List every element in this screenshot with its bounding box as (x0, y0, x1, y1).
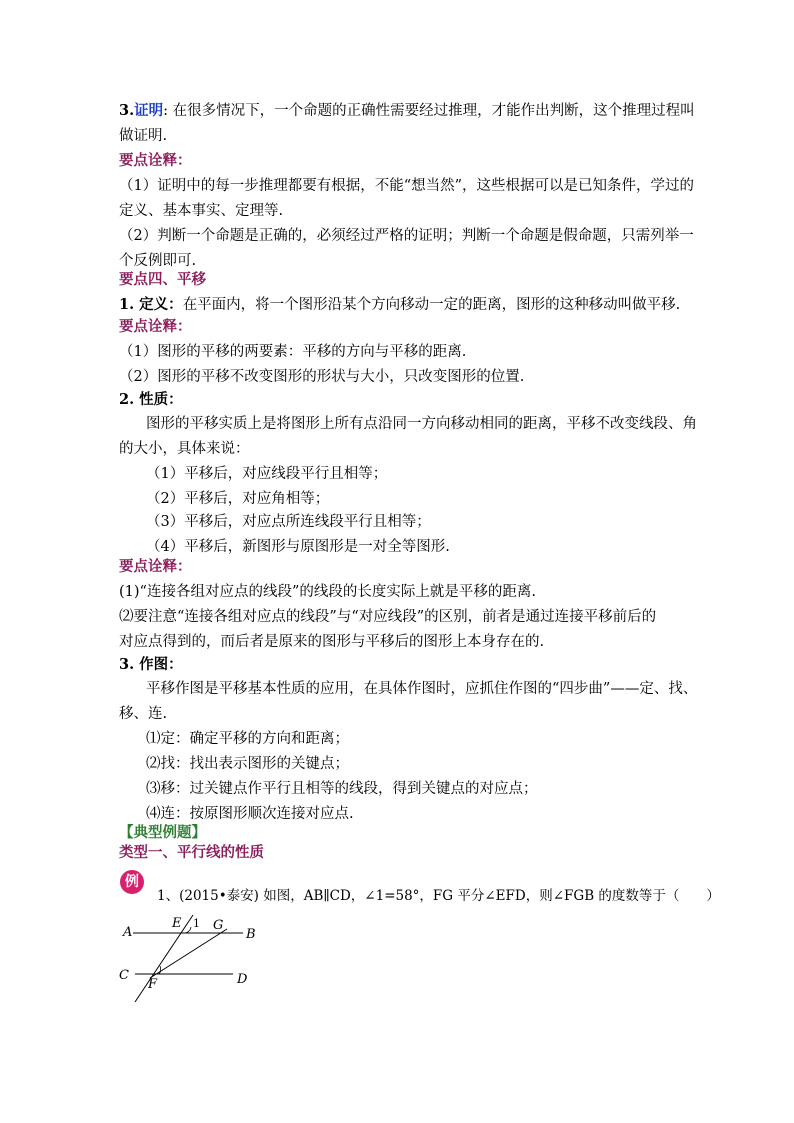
label-angle-1: 1 (193, 917, 200, 930)
label-a: A (123, 925, 133, 940)
proof-definition-line (119, 101, 695, 121)
label-e: E (172, 916, 182, 931)
definition-label: 1. 定义： (119, 296, 183, 313)
bisector-fg (150, 929, 227, 978)
key-note-heading: 要点诠释： (119, 318, 192, 335)
text-line: 对应点得到的，而后者是原来的图形与平移后的图形上本身存在的. (119, 634, 545, 650)
parallel-lines-figure (115, 910, 265, 1010)
angle-arc-f (159, 966, 161, 974)
translation-definition-line (119, 295, 680, 315)
text-line: 定义、基本事实、定理等. (119, 203, 284, 219)
transversal-ef (135, 915, 193, 1002)
label-d: D (237, 972, 248, 987)
text-line: （4）平移后，新图形与原图形是一对全等图形. (146, 539, 450, 555)
section-heading: 要点四、平移 (119, 271, 206, 288)
text-line: （1）图形的平移的两要素：平移的方向与平移的距离. (119, 344, 467, 360)
angle-1-arc (184, 927, 191, 933)
label-g: G (213, 918, 224, 933)
text-line: (1)“连接各组对应点的线段”的线段的长度实际上就是平移的距离. (119, 584, 536, 600)
text-line: ⑵找：找出表示图形的关键点； (146, 756, 349, 772)
label-f: F (148, 977, 158, 992)
typical-examples-heading: 【典型例题】 (119, 824, 206, 841)
key-note-heading: 要点诠释： (119, 152, 192, 169)
text-line: （2）图形的平移不改变图形的形状与大小，只改变图形的位置. (119, 369, 525, 385)
key-note-heading: 要点诠释： (119, 558, 192, 575)
term-proof: 证明 (134, 102, 164, 119)
text-line: ⑵要注意“连接各组对应点的线段”与“对应线段”的区别，前者是通过连接平移前后的 (119, 609, 657, 625)
label-b: B (246, 927, 256, 942)
property-heading: 2. 性质： (119, 391, 183, 408)
text-line: （1）证明中的每一步推理都要有根据，不能“想当然”，这些根据可以是已知条件，学过的 (119, 178, 695, 194)
text-line: （2）判断一个命题是正确的，必须经过严格的证明；判断一个命题是假命题，只需列举一 (119, 228, 694, 244)
text-line: ⑴定：确定平移的方向和距离； (146, 731, 349, 747)
text-line: 移、连. (119, 706, 168, 722)
definition-text: : 在很多情况下，一个命题的正确性需要经过推理，才能作出判断，这个推理过程叫 (163, 103, 695, 119)
text-line: ⑶移：过关键点作平行且相等的线段，得到关键点的对应点； (146, 781, 538, 797)
example-badge-icon: 例 (120, 870, 144, 894)
definition-text: 在平面内，将一个图形沿某个方向移动一定的距离，图形的这种移动叫做平移. (182, 297, 681, 313)
text-line: 个反例即可. (119, 253, 197, 269)
text-line: （2）平移后，对应角相等； (146, 491, 330, 507)
text-line: 做证明. (119, 128, 168, 144)
text-line: 平移作图是平移基本性质的应用，在具体作图时，应抓住作图的“四步曲”——定、找、 (146, 681, 698, 697)
question-1: 1、(2015•泰安) 如图，AB∥CD，∠1=58°，FG 平分∠EFD，则∠FGB 的度数等于（ ） (157, 888, 720, 904)
construction-heading: 3. 作图： (119, 656, 183, 673)
text-line: ⑷连：按原图形顺次连接对应点. (146, 806, 354, 822)
type-heading: 类型一、平行线的性质 (119, 844, 264, 861)
text-line: （3）平移后，对应点所连线段平行且相等； (146, 514, 431, 530)
label-c: C (119, 968, 129, 983)
text-line: 的大小，具体来说： (119, 441, 250, 457)
text-line: 图形的平移实质上是将图形上所有点沿同一方向移动相同的距离，平移不改变线段、角 (146, 416, 697, 432)
text-line: （1）平移后，对应线段平行且相等； (146, 466, 388, 482)
item-number: 3. (119, 102, 135, 119)
